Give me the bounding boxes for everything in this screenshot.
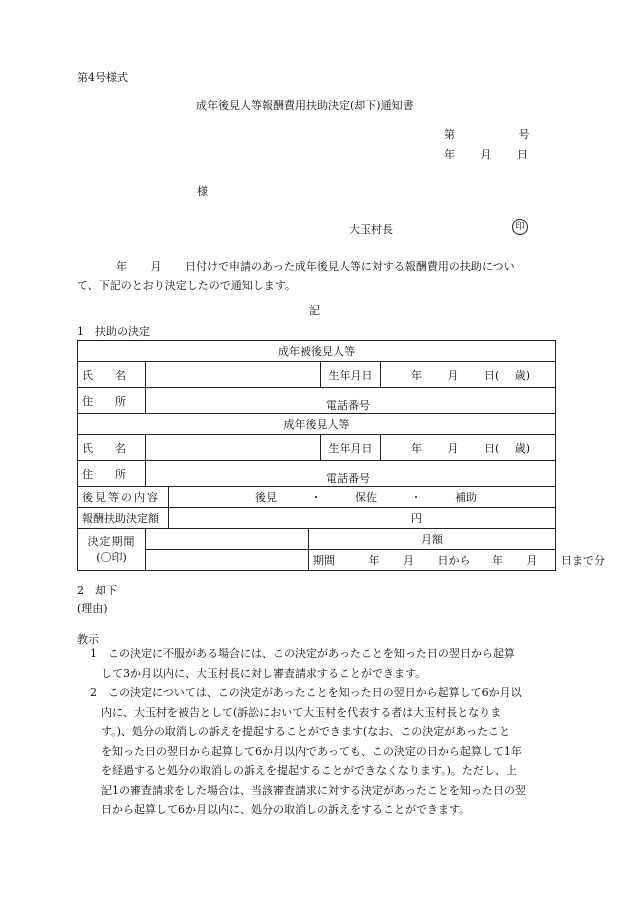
- doc-no-prefix: 第: [444, 128, 455, 141]
- monthly-label: 月額: [309, 529, 556, 550]
- guardian-address-label: 住 所: [78, 461, 146, 487]
- ward-name-label: 氏 名: [78, 362, 146, 388]
- amount-label: 報酬扶助決定額: [78, 508, 169, 529]
- date-year: 年: [444, 148, 455, 161]
- document-title: 成年後見人等報酬費用扶助決定(却下)通知書: [196, 99, 414, 112]
- ki-heading: 記: [309, 304, 320, 317]
- amount-value: [169, 508, 556, 529]
- ward-header: 成年被後見人等: [78, 341, 556, 362]
- amount-unit: 円: [411, 512, 422, 525]
- guardian-birth-value: 年 月 日( 歳): [381, 435, 556, 461]
- intro-year: 年: [116, 260, 127, 273]
- period-option-1: [146, 529, 309, 550]
- notice-item-2-line-3: す。)、処分の取消しの訴えを提起することができます(なお、この決定があったこと: [101, 725, 511, 738]
- intro-line-1: [116, 258, 515, 274]
- intro-month: 月: [150, 260, 162, 273]
- notice-item-1-line-1: この決定に不服がある場合には、この決定があったことを知った日の翌日から起算: [108, 647, 515, 660]
- notice-item-2-line-4: を知った日の翌日から起算して6か月以内であっても、この決定の日から起算して1年: [101, 744, 522, 758]
- guardian-name-value: [146, 435, 321, 461]
- notice-title: 教示: [77, 633, 99, 646]
- decision-table: [77, 340, 605, 571]
- intro-text-1: 日付けで申請のあった成年後見人等に対する報酬費用の扶助につい: [185, 260, 515, 273]
- notice-item-1-number: 1: [90, 647, 97, 660]
- ward-address-value: [146, 388, 556, 414]
- notice-item-2-line-7: 日から起算して6か月以内に、処分の取消しの訴えをすることができます。: [101, 803, 471, 816]
- intro-line-2: て、下記のとおり決定したので通知します。: [77, 279, 296, 292]
- seal-mark: [512, 219, 528, 235]
- ward-birth-value: 年 月 日( 歳): [381, 362, 556, 388]
- type-options: 後見 ・ 保佐 ・ 補助: [169, 487, 556, 508]
- guardian-phone-label: 電話番号: [326, 472, 370, 485]
- period-label: 決定期間: [87, 534, 136, 548]
- section-2-heading: 2 却下: [77, 584, 117, 597]
- period-mark: (〇印): [96, 550, 127, 564]
- ward-name-value: [146, 362, 321, 388]
- date-day: 日: [517, 148, 528, 161]
- notice-item-2-line-5: を経過すると処分の取消しの訴えを提起することができなくなります。)。ただし、上: [101, 764, 517, 777]
- period-label-cell: [78, 529, 146, 571]
- ward-birth-label: 生年月日: [321, 362, 381, 388]
- section-1-heading: 1 扶助の決定: [77, 325, 150, 338]
- notice-item-2-line-1: この決定については、この決定があったことを知った日の翌日から起算して6か月以: [108, 686, 522, 699]
- notice-item-2: [83, 683, 555, 820]
- seal-icon: 印: [512, 219, 528, 235]
- reason-label: (理由): [77, 602, 108, 615]
- notice-item-2-line-6: 記1の審査請求をした場合は、当該審査請求に対する決定があったことを知った日の翌: [101, 783, 526, 797]
- ward-phone-label: 電話番号: [326, 399, 370, 412]
- notice-item-1: [83, 644, 555, 683]
- ward-address-label: 住 所: [78, 388, 146, 414]
- date-month: 月: [480, 148, 492, 161]
- guardian-header: 成年後見人等: [78, 414, 556, 435]
- document-date: [444, 146, 528, 162]
- notice-item-2-number: 2: [90, 686, 97, 699]
- guardian-birth-label: 生年月日: [321, 435, 381, 461]
- guardian-name-label: 氏 名: [78, 435, 146, 461]
- type-label: 後見等の内容: [78, 487, 169, 508]
- doc-no-suffix: 号: [518, 128, 530, 141]
- form-number: 第4号様式: [77, 71, 128, 84]
- notice-item-1-line-2: して3か月以内に、大玉村長に対し審査請求することができます。: [101, 666, 427, 680]
- document-number: [444, 126, 530, 142]
- addressee-suffix: 様: [197, 185, 208, 198]
- guardian-address-value: [146, 461, 556, 487]
- notice-item-2-line-2: 内に、大玉村を被告として(訴訟において大玉村を代表する者は大玉村長となりま: [101, 705, 502, 719]
- issuer-name: 大玉村長: [349, 223, 393, 236]
- period-option-2: [146, 550, 309, 571]
- period-range: 期間 年 月 日から 年 月 日まで分: [309, 550, 556, 571]
